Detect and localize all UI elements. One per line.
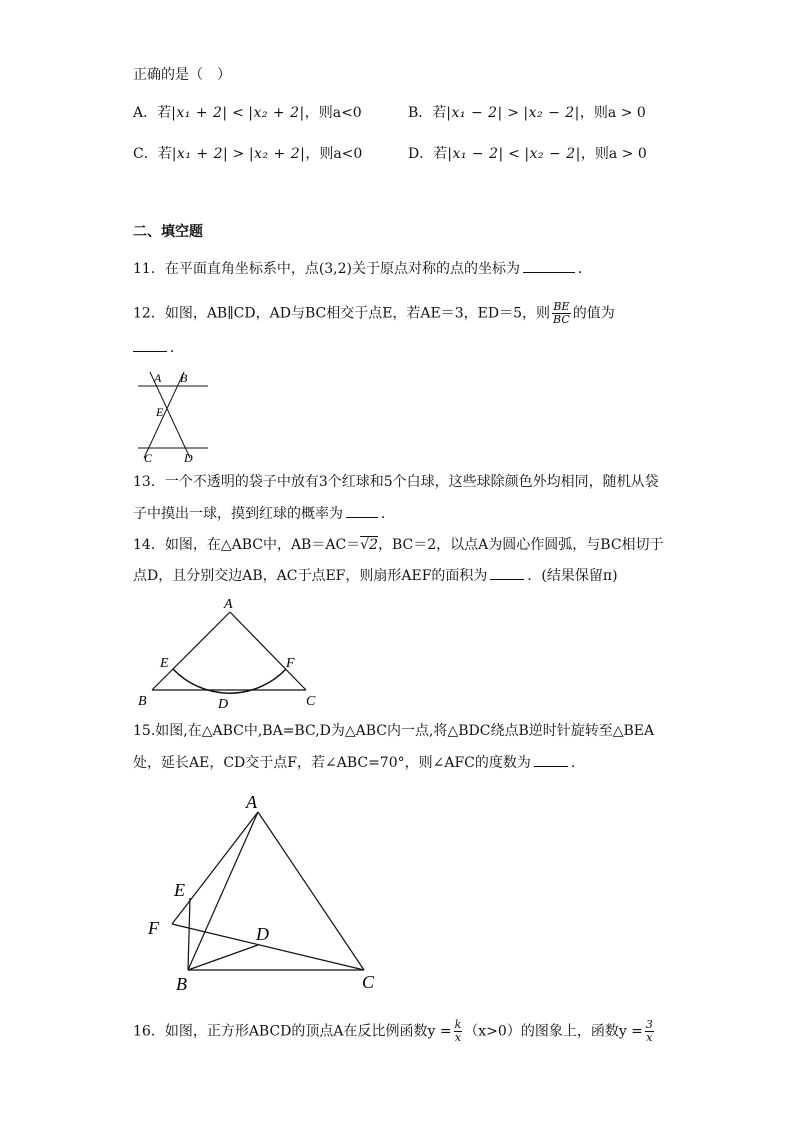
point-label-d: D [218, 697, 229, 712]
q10-option-d: D．若|x₁ − 2| < |x₂ − 2|，则a > 0 [408, 146, 647, 162]
q15-line1: 15.如图,在△ABC中,BA=BC,D为△ABC内一点,将△BDC绕点B逆时针旋转至△BEA [133, 723, 655, 739]
point-label-f: F [286, 656, 295, 671]
point-label-b: B [138, 694, 147, 709]
q10-stem-tail: 正确的是（ ） [133, 67, 231, 83]
q14-line1: 14．如图，在△ABC中，AB＝AC＝√2，BC＝2，以点A为圆心作圆弧，与BC相切于 [133, 537, 664, 553]
point-label-b: B [180, 371, 188, 385]
point-label-d: D [256, 924, 269, 944]
q16-fraction-3-over-x: $\frac{3}{x}$ [645, 1018, 653, 1044]
section-title: 二、填空题 [133, 224, 203, 240]
point-label-a: A [246, 792, 257, 812]
point-label-e: E [156, 405, 164, 419]
q16-fraction-k-over-x: $\frac{k}{x}$ [454, 1018, 462, 1044]
q12-fraction: $\frac{BE}{BC}$ [553, 300, 570, 326]
answer-blank [133, 339, 167, 352]
q12-figure [130, 366, 220, 466]
q12-text: 12．如图，AB∥CD，AD与BC相交于点E，若AE＝3，ED＝5，则 $\frac{BE}{BC}$ 的值为 [133, 300, 615, 326]
point-label-f: F [148, 918, 159, 938]
answer-blank [523, 260, 575, 273]
answer-blank [534, 754, 568, 767]
point-label-e: E [174, 880, 185, 900]
q10-option-b: B．若|x₁ − 2| > |x₂ − 2|，则a > 0 [408, 105, 646, 121]
q13-line2: 子中摸出一球，摸到红球的概率为 ． [133, 506, 395, 522]
q14-figure [130, 592, 330, 714]
point-label-c: C [362, 972, 375, 992]
q15-figure [140, 788, 390, 998]
point-label-b: B [176, 974, 187, 994]
q14-line2: 点D，且分别交边AB，AC于点EF，则扇形AEF的面积为 ．(结果保留π) [133, 568, 618, 584]
point-label-d: D [184, 451, 193, 465]
point-label-e: E [160, 656, 169, 671]
answer-blank [490, 567, 524, 580]
q11-text: 11．在平面直角坐标系中，点(3,2)关于原点对称的点的坐标为 ． [133, 261, 593, 277]
q16-text: 16．如图，正方形ABCD的顶点A在反比例函数y = $\frac{k}{x}$ （x>0）的图象上，函数y = $\frac{3}{x}$ [133, 1018, 653, 1044]
point-label-a: A [224, 597, 233, 612]
q13-line1: 13．一个不透明的袋子中放有3个红球和5个白球，这些球除颜色外均相同，随机从袋 [133, 474, 659, 490]
q10-option-a: A．若|x₁ + 2| < |x₂ + 2|，则a<0 [133, 105, 362, 121]
point-label-a: A [154, 371, 162, 385]
point-label-c: C [306, 694, 316, 709]
answer-blank [346, 505, 378, 518]
q10-option-c: C．若|x₁ + 2| > |x₂ + 2|，则a<0 [133, 146, 363, 162]
point-label-c: C [144, 451, 153, 465]
q12-answer-line: ． [133, 339, 184, 357]
q15-line2: 处，延长AE，CD交于点F，若∠ABC=70°，则∠AFC的度数为 ． [133, 755, 585, 771]
